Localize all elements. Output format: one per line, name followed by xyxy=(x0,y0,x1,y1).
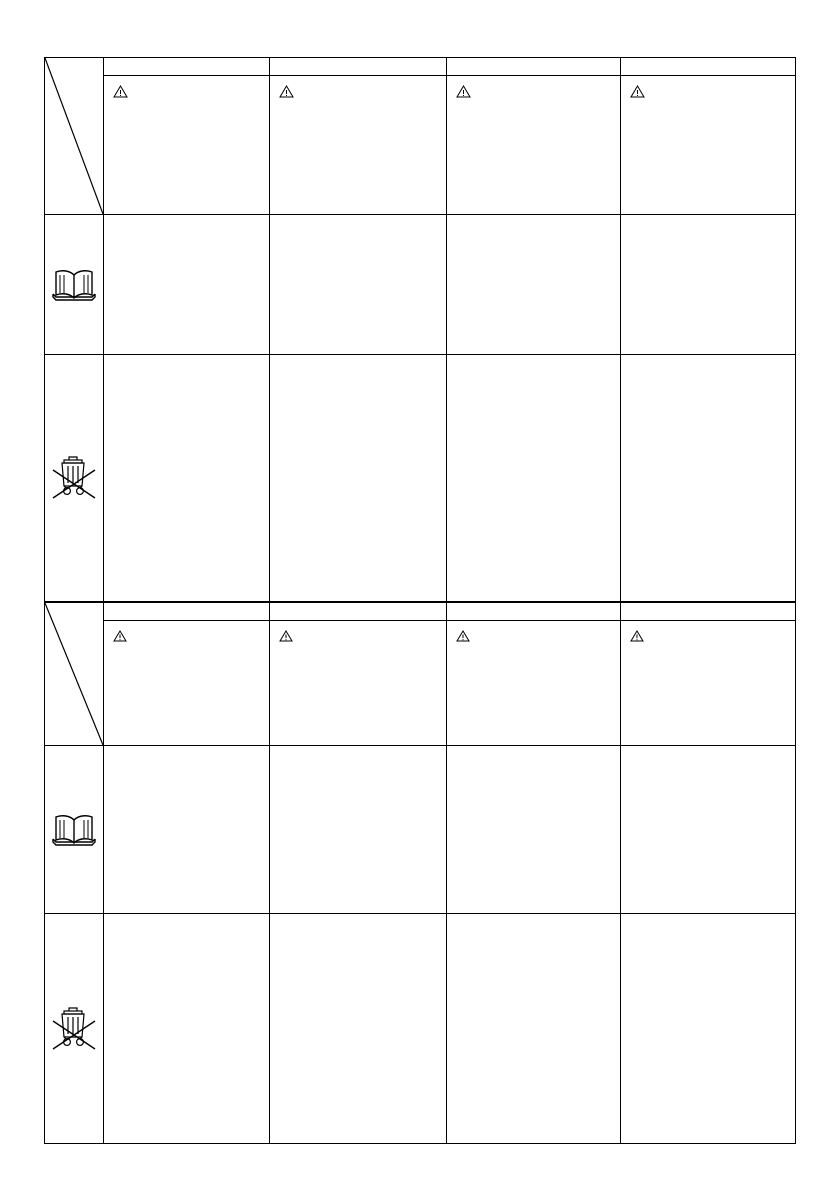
weee-crossed-out-wheelie-bin-icon xyxy=(45,452,103,504)
corner-cell xyxy=(45,58,104,214)
table-row xyxy=(45,603,795,746)
icon-cell-weee xyxy=(45,355,104,601)
table-row xyxy=(45,58,795,215)
warning-triangle-icon xyxy=(456,630,621,642)
warning-cell-lang-3 xyxy=(447,58,621,214)
manual-cell-lang-5 xyxy=(104,746,270,913)
diagonal-divider xyxy=(45,58,103,214)
table-row xyxy=(45,914,795,1143)
warning-cell-lang-5 xyxy=(104,603,270,745)
symbol-table-block-2 xyxy=(44,602,796,1144)
weee-cell-lang-4 xyxy=(621,355,795,601)
weee-cell-lang-8 xyxy=(621,914,795,1143)
warning-cell-lang-4 xyxy=(621,58,795,214)
corner-cell xyxy=(45,603,104,745)
weee-cell-lang-2 xyxy=(270,355,447,601)
diagonal-divider xyxy=(45,603,103,745)
header-rule xyxy=(621,75,795,76)
header-rule xyxy=(270,75,446,76)
manual-cell-lang-2 xyxy=(270,215,447,354)
warning-triangle-icon xyxy=(630,85,795,98)
table-row xyxy=(45,215,795,355)
warning-cell-lang-2 xyxy=(270,58,447,214)
manual-cell-lang-4 xyxy=(621,215,795,354)
warning-triangle-icon xyxy=(456,85,621,98)
warning-triangle-icon xyxy=(630,630,795,642)
icon-cell-manual xyxy=(45,215,104,354)
symbol-table-block-1 xyxy=(44,57,796,602)
icon-cell-manual xyxy=(45,746,104,913)
weee-cell-lang-6 xyxy=(270,914,447,1143)
manual-cell-lang-8 xyxy=(621,746,795,913)
header-rule xyxy=(621,620,795,621)
warning-cell-lang-6 xyxy=(270,603,447,745)
warning-cell-lang-8 xyxy=(621,603,795,745)
weee-cell-lang-5 xyxy=(104,914,270,1143)
weee-crossed-out-wheelie-bin-icon xyxy=(45,1003,103,1055)
manual-cell-lang-7 xyxy=(447,746,621,913)
warning-cell-lang-1 xyxy=(104,58,270,214)
weee-cell-lang-3 xyxy=(447,355,621,601)
weee-cell-lang-1 xyxy=(104,355,270,601)
manual-cell-lang-3 xyxy=(447,215,621,354)
header-rule xyxy=(104,75,269,76)
weee-cell-lang-7 xyxy=(447,914,621,1143)
warning-triangle-icon xyxy=(113,630,270,642)
header-rule xyxy=(447,75,620,76)
warning-triangle-icon xyxy=(279,630,447,642)
table-row xyxy=(45,355,795,601)
manual-cell-lang-1 xyxy=(104,215,270,354)
read-manual-book-icon xyxy=(45,812,103,848)
icon-cell-weee xyxy=(45,914,104,1143)
header-rule xyxy=(447,620,620,621)
warning-triangle-icon xyxy=(279,85,447,98)
header-rule xyxy=(104,620,269,621)
read-manual-book-icon xyxy=(45,267,103,303)
table-row xyxy=(45,746,795,914)
header-rule xyxy=(270,620,446,621)
warning-cell-lang-7 xyxy=(447,603,621,745)
warning-triangle-icon xyxy=(113,85,270,98)
manual-cell-lang-6 xyxy=(270,746,447,913)
